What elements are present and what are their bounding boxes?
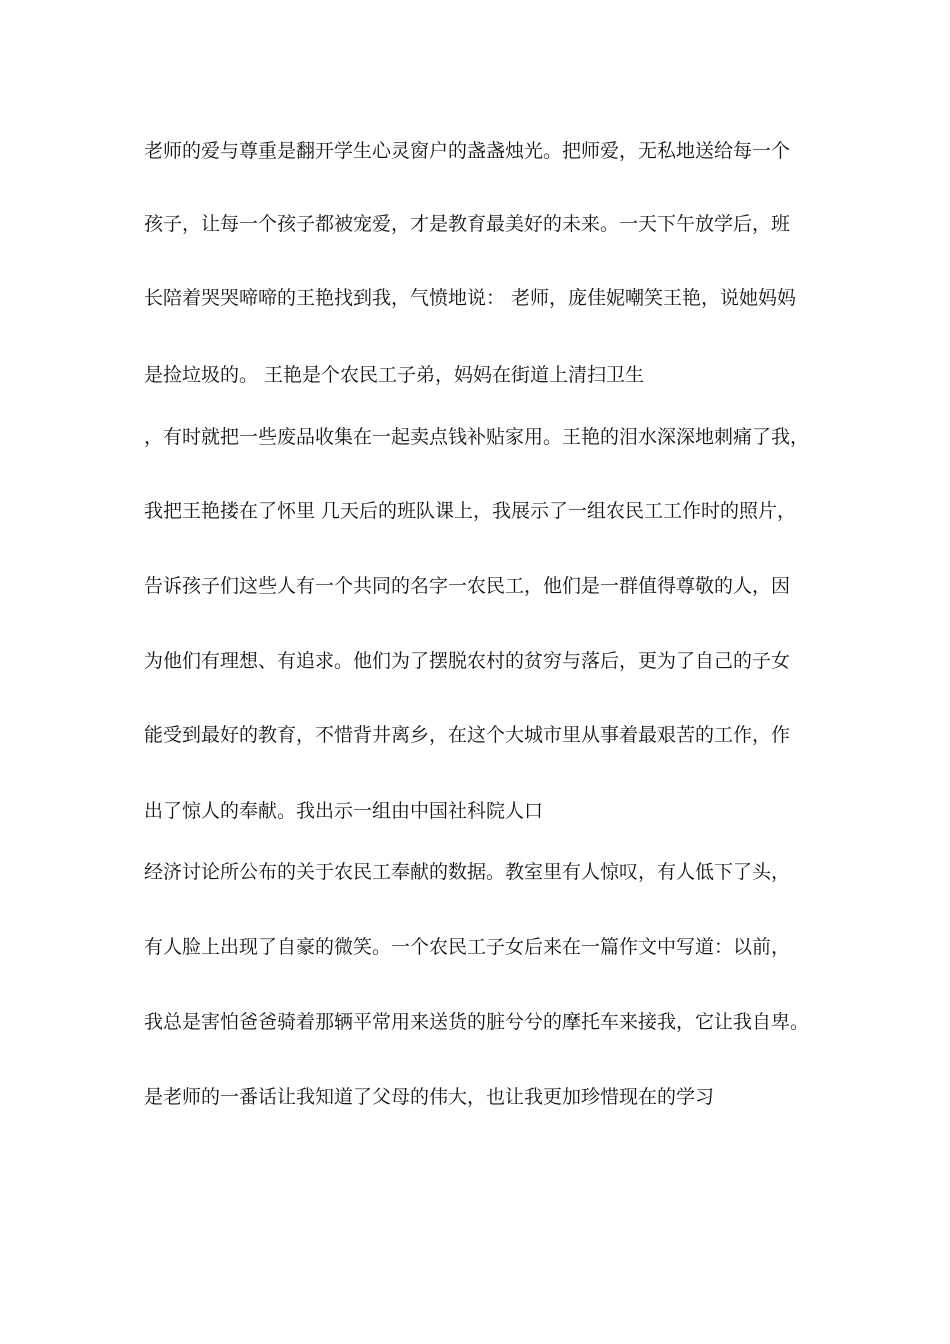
text-line: 我总是害怕爸爸骑着那辆平常用来送货的脏兮兮的摩托车来接我，它让我自卑。 [144, 1011, 810, 1033]
text-line: 经济讨论所公布的关于农民工奉献的数据。教室里有人惊叹，有人低下了头， [144, 861, 791, 883]
text-line: 孩子，让每一个孩子都被宠爱，才是教育最美好的未来。一天下午放学后，班 [144, 213, 791, 235]
text-line: 告诉孩子们这些人有一个共同的名字一农民工，他们是一群值得尊敬的人，因 [144, 575, 791, 597]
text-line: 出了惊人的奉献。我出示一组由中国社科院人口 [144, 800, 544, 822]
text-line: 我把王艳搂在了怀里 几天后的班队课上，我展示了一组农民工工作时的照片， [144, 500, 797, 522]
text-line: ，有时就把一些废品收集在一起卖点钱补贴家用。王艳的泪水深深地刺痛了我， [144, 426, 810, 448]
text-line: 是捡垃圾的。 王艳是个农民工子弟，妈妈在街道上清扫卫生 [144, 364, 645, 386]
text-line: 有人脸上出现了自豪的微笑。一个农民工子女后来在一篇作文中写道：以前， [144, 936, 791, 958]
text-line: 长陪着哭哭啼啼的王艳找到我，气愤地说： 老师，庞佳妮嘲笑王艳，说她妈妈 [144, 287, 797, 309]
text-line: 为他们有理想、有追求。他们为了摆脱农村的贫穷与落后，更为了自己的子女 [144, 650, 791, 672]
text-line: 老师的爱与尊重是翻开学生心灵窗户的盏盏烛光。把师爱，无私地送给每一个 [144, 140, 791, 162]
text-line: 能受到最好的教育，不惜背井离乡，在这个大城市里从事着最艰苦的工作，作 [144, 724, 791, 746]
text-line: 是老师的一番话让我知道了父母的伟大，也让我更加珍惜现在的学习 [144, 1086, 715, 1108]
